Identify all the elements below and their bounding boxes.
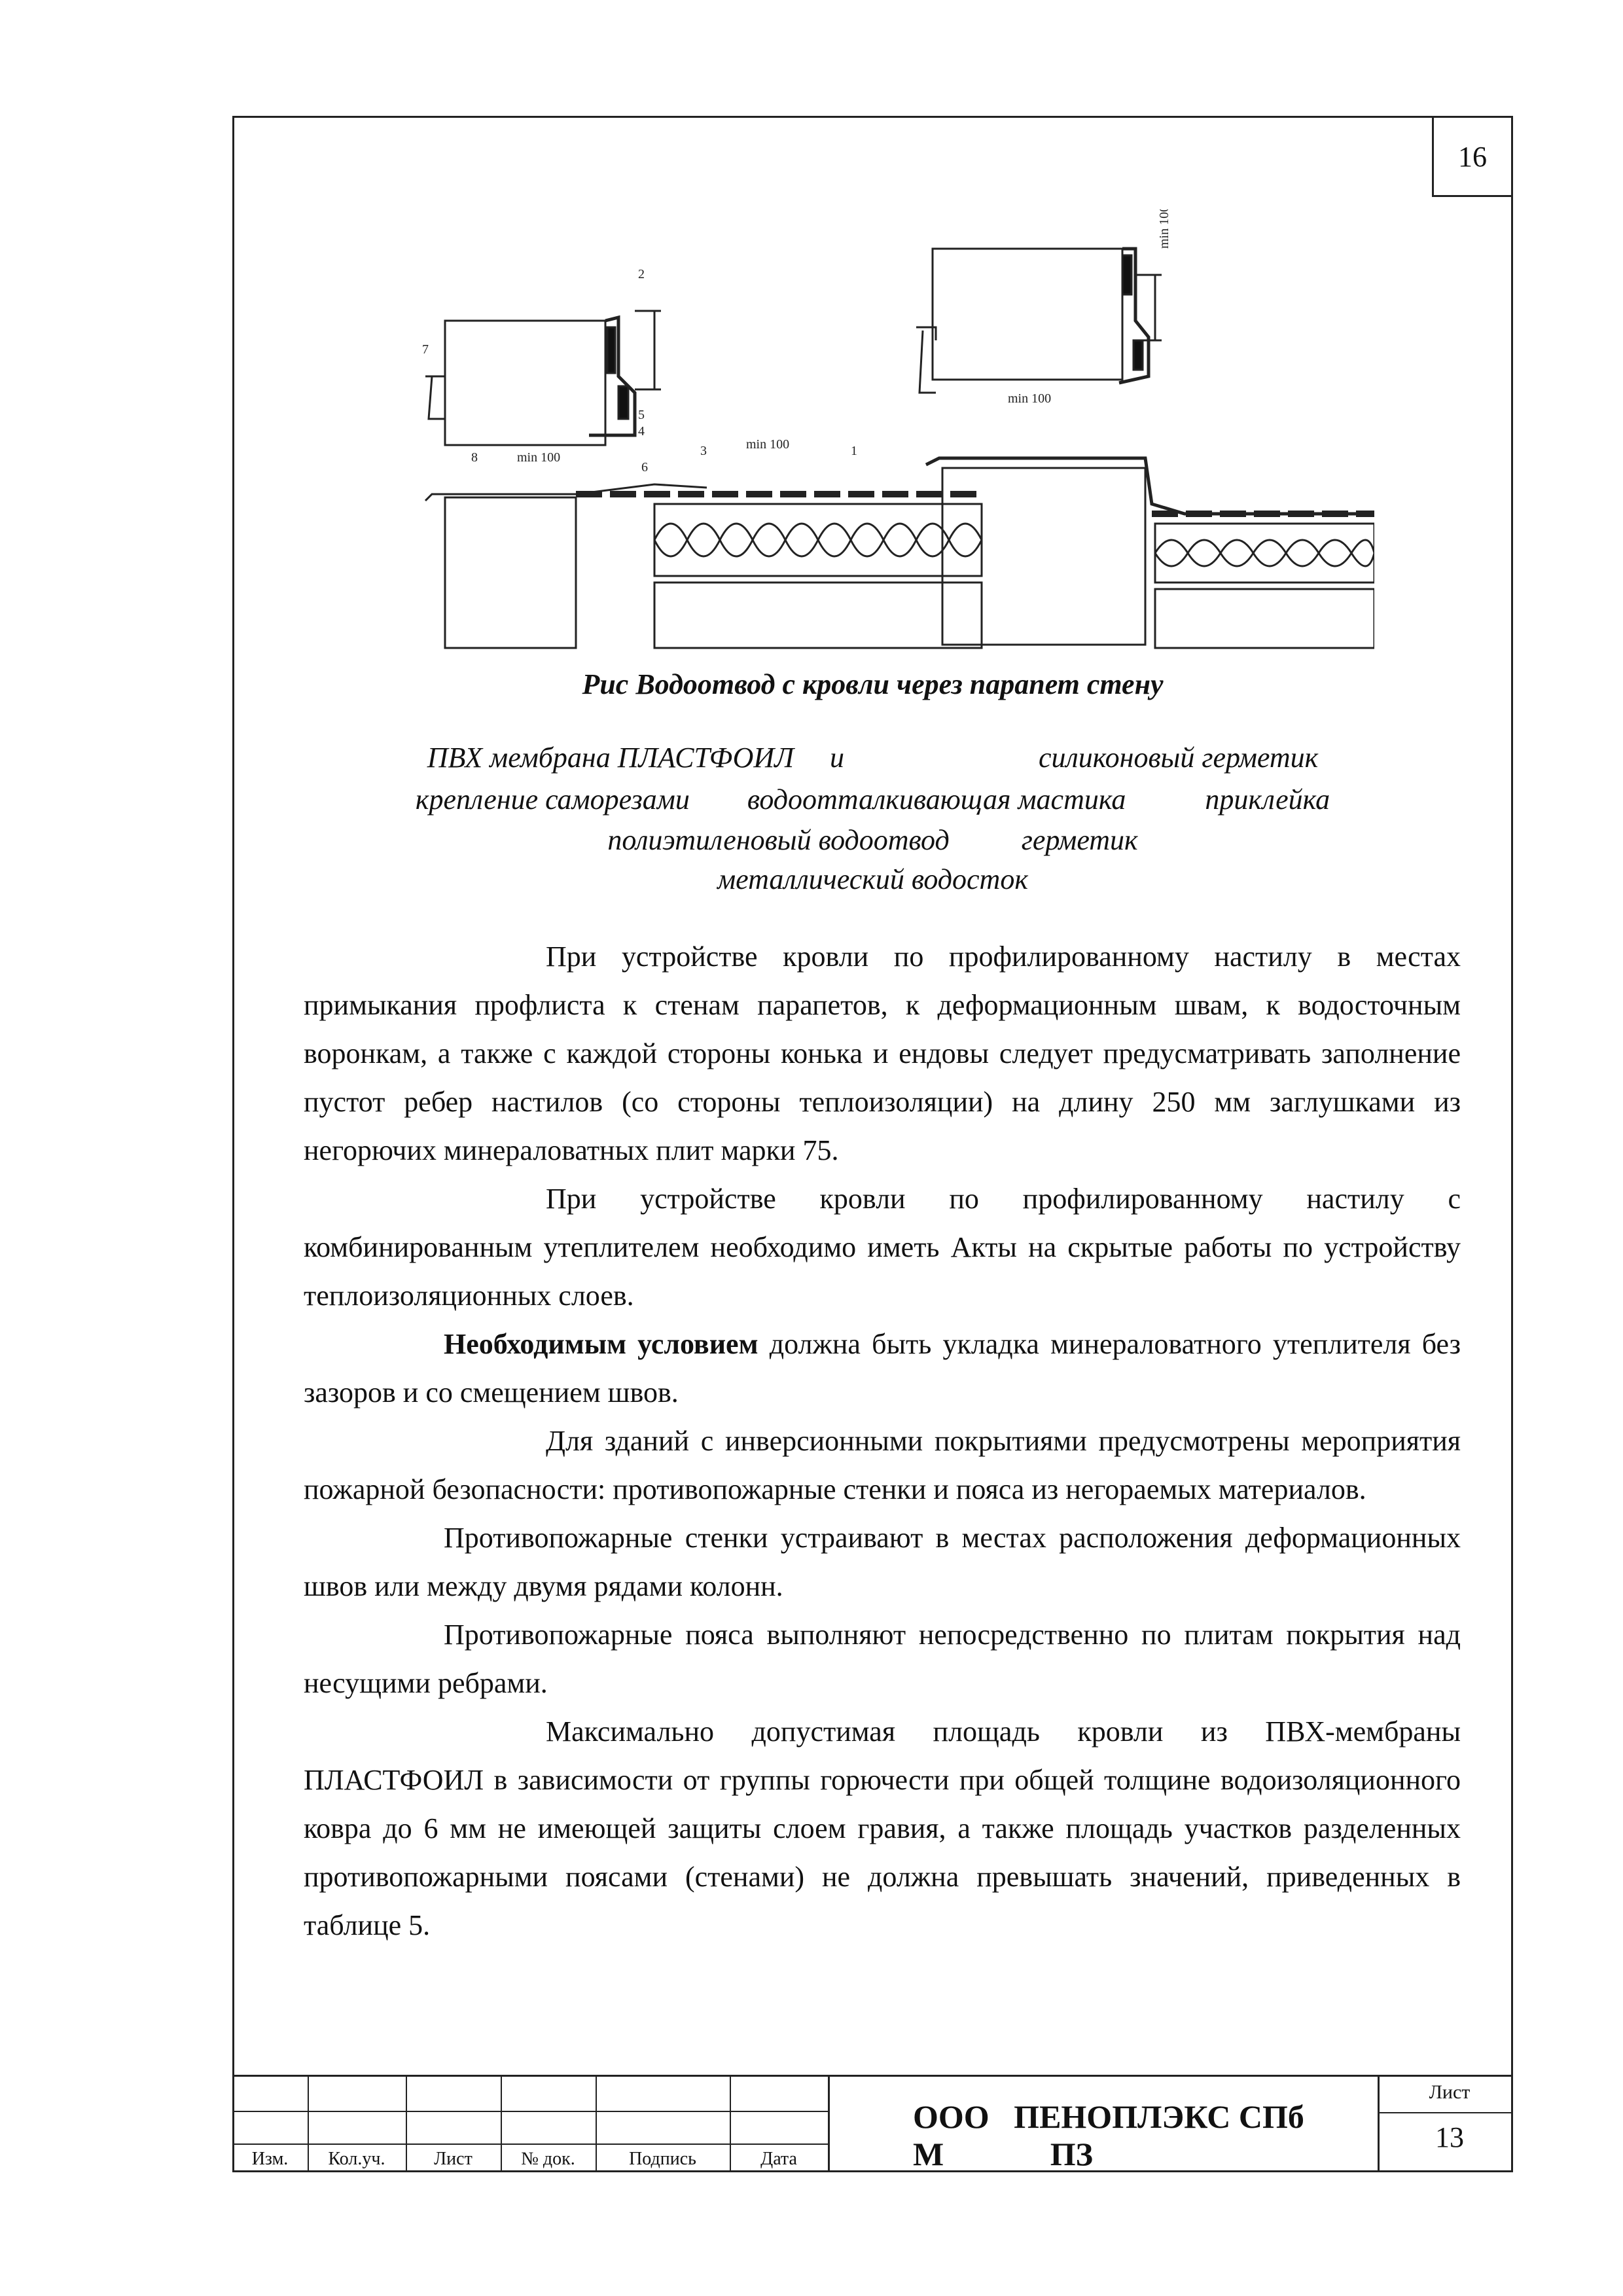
lower-wall-left <box>445 497 576 648</box>
sealant-strip-left <box>607 327 615 373</box>
paragraph: При устройстве кровли по профилированному настилу с комбинированным утеплителем необходимо иметь Акты на скрытые работы по устройству теплоизоляционных слоев. <box>304 1183 1461 1312</box>
paragraph: Противопожарные стенки устраивают в местах расположения деформационных швов или между двумя рядами колонн. <box>304 1522 1461 1602</box>
sealant-strip-left-2 <box>618 386 628 419</box>
label-3-left: 3 <box>700 444 707 458</box>
roof-drainage-figure <box>393 209 1374 668</box>
org-name: ООО ПЕНОПЛЭКС СПб <box>913 2098 1304 2135</box>
col-kolich: Кол.уч. <box>328 2149 385 2169</box>
body-text <box>304 933 1461 1950</box>
legend-line-1: ПВХ мембрана ПЛАСТФОИЛ и силиконовый герметик <box>427 742 1319 774</box>
legend-line-3: полиэтиленовый водоотвод герметик <box>607 824 1138 856</box>
sealant-strip-right-2 <box>1133 340 1143 370</box>
label-7-left: 7 <box>422 342 429 357</box>
label-1-left: 1 <box>851 444 857 458</box>
col-list: Лист <box>434 2149 473 2169</box>
wall-block-left <box>445 321 605 445</box>
page-number: 16 <box>1432 116 1513 197</box>
paragraph: Максимально допустимая площадь кровли из ПВХ-мембраны ПЛАСТФОИЛ в зависимости от группы горючести при общей толщине водоизоляционного ковра до 6 мм не имеющей защиты слоем гравия, а также площадь участков разделенных противопожарными поясами (стенами) не должна превышать значений, приведенных в таблице 5. <box>304 1715 1461 1941</box>
doc-code: М ПЗ <box>913 2136 1093 2172</box>
label-6-left: 6 <box>641 460 648 475</box>
col-doc: № док. <box>521 2149 575 2169</box>
sealant-strip-right <box>1122 255 1132 295</box>
figure-drawing <box>393 209 1374 668</box>
dim-min100-b: min 100 <box>746 437 790 452</box>
col-data: Дата <box>760 2149 797 2169</box>
dim-min100-c: min 100 <box>1008 391 1052 406</box>
sheet-number: 13 <box>1435 2121 1464 2153</box>
label-5-left: 5 <box>638 408 645 422</box>
label-4-left: 4 <box>638 424 645 439</box>
col-izm: Изм. <box>251 2149 289 2169</box>
paragraph-rest: должна быть укладка минераловатного утеплителя без зазоров и со смещением швов. <box>304 1328 1461 1408</box>
col-podpis: Подпись <box>629 2149 696 2169</box>
figure-caption: Рис Водоотвод с кровли через парапет стену <box>582 668 1164 700</box>
label-2-left: 2 <box>638 267 645 281</box>
paragraph <box>304 1320 1461 1417</box>
label-8-left: 8 <box>471 450 478 465</box>
wall-block-right <box>933 249 1122 380</box>
paragraph: При устройстве кровли по профилированному настилу в местах примыкания профлиста к стенам парапетов, к деформационным швам, к водосточным воронкам, а также с каждой стороны конька и ендовы следует предусматривать заполнение пустот ребер настилов (со стороны теплоизоляции) на длину 250 мм заглушками из негорючих минераловатных плит марки 75. <box>304 941 1461 1166</box>
legend-line-2: крепление саморезами водоотталкивающая мастика приклейка <box>415 783 1330 816</box>
dim-min100-a: min 100 <box>517 450 561 465</box>
paragraph: Противопожарные пояса выполняют непосредственно по плитам покрытия над несущими ребрами. <box>304 1619 1461 1699</box>
dim-min100-d: min 100 <box>1157 209 1171 249</box>
sheet-label: Лист <box>1429 2081 1471 2103</box>
concrete-slab-left <box>654 583 982 648</box>
paragraph: Для зданий с инверсионными покрытиями предусмотрены мероприятия пожарной безопасности: противопожарные стенки и пояса из негораемых материалов. <box>304 1425 1461 1505</box>
bold-phrase: Необходимым условием <box>444 1328 758 1360</box>
concrete-slab-right <box>1155 589 1374 648</box>
legend-line-4: металлический водосток <box>717 863 1028 895</box>
